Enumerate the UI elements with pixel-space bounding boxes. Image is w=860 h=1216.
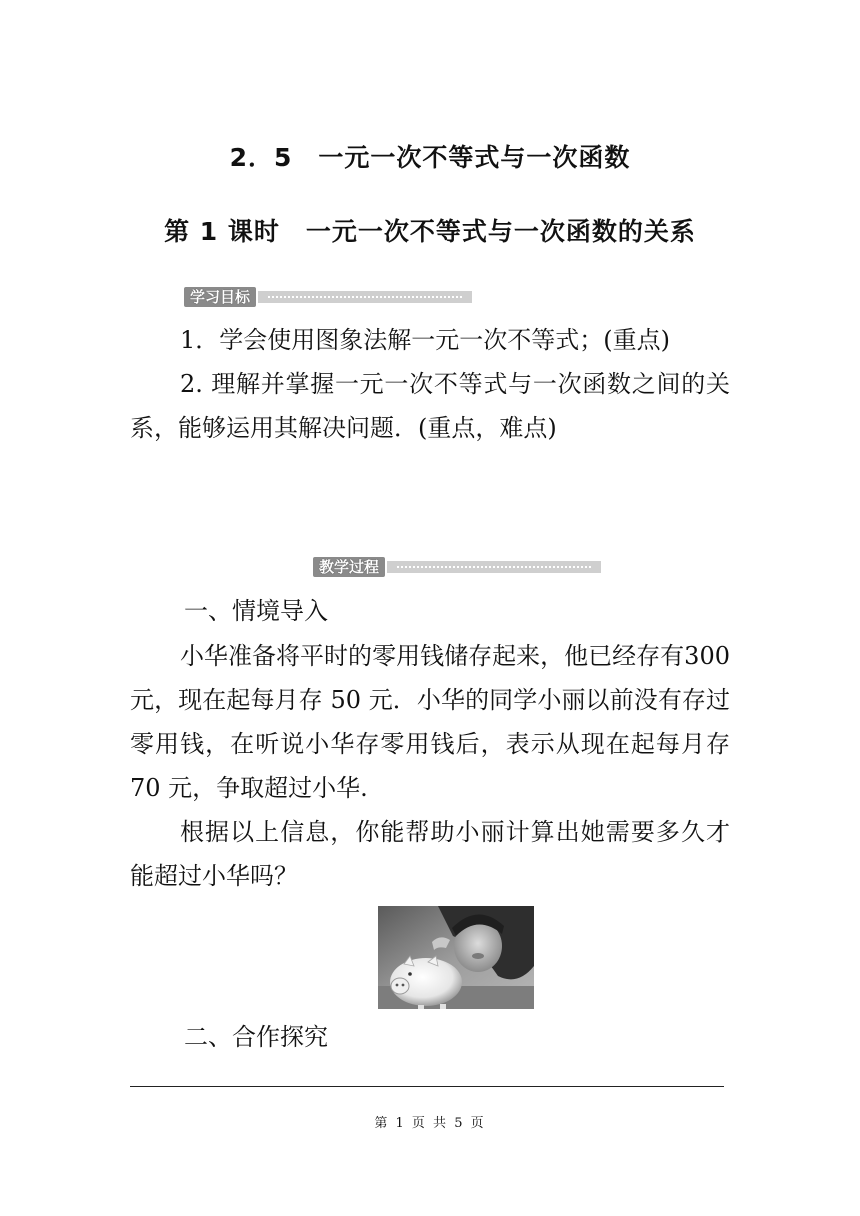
banner-dotted-bar <box>258 291 472 303</box>
objectives-banner-label: 学习目标 <box>184 287 256 307</box>
scenario-paragraph: 小华准备将平时的零用钱储存起来，他已经存有300 元，现在起每月存 50 元．小华的同学小丽以前没有存过零用钱，在听说小华存零用钱后，表示从现在起每月存 70 元，争取超过小华. <box>130 642 730 802</box>
banner-dotted-bar <box>387 561 601 573</box>
objective-item: 1．学会使用图象法解一元一次不等式；(重点) <box>180 326 670 354</box>
process-banner-label: 教学过程 <box>313 557 385 577</box>
page-number: 第 1 页 共 5 页 <box>374 1116 486 1131</box>
objectives-banner <box>184 286 472 308</box>
section-heading-intro: 一、情境导入 <box>184 597 328 625</box>
section-heading-explore: 二、合作探究 <box>184 1023 328 1051</box>
process-banner <box>313 556 601 578</box>
piggy-bank-photo <box>378 906 534 1009</box>
question-paragraph: 根据以上信息，你能帮助小丽计算出她需要多久才能超过小华吗？ <box>130 818 730 890</box>
footer-rule <box>130 1086 724 1087</box>
lesson-title: 2．5 一元一次不等式与一次函数 <box>229 143 631 172</box>
lesson-subtitle: 第 1 课时 一元一次不等式与一次函数的关系 <box>164 217 696 246</box>
objective-item: 2. 理解并掌握一元一次不等式与一次函数之间的关系，能够运用其解决问题．(重点，难点) <box>130 370 730 442</box>
